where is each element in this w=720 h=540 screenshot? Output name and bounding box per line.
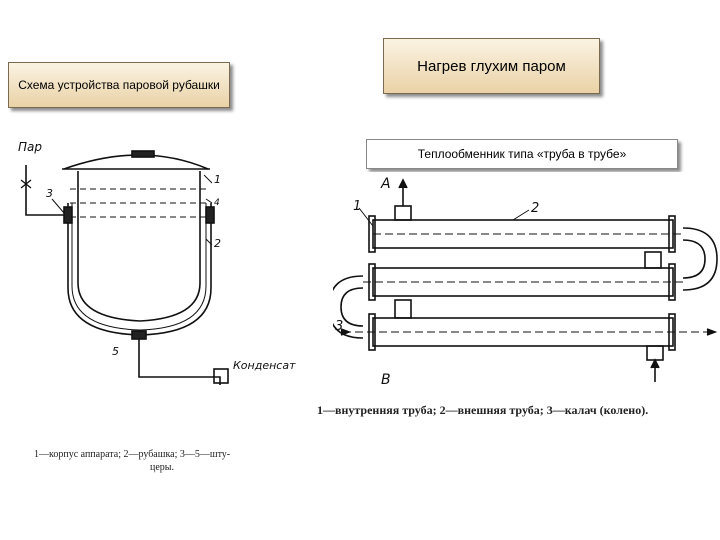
- label-2: 2: [214, 237, 221, 250]
- leader-4: [206, 199, 212, 203]
- label-3: 3: [335, 319, 344, 334]
- condensate-pipe: [139, 339, 220, 385]
- u-bend-right-outer: [683, 228, 717, 290]
- u-bend-left-inner: [341, 288, 363, 326]
- flow-b-arrow-icon: [651, 360, 659, 368]
- nozzle-middle: [395, 300, 411, 318]
- exchanger-title-text: Теплообменник типа «труба в трубе»: [417, 147, 627, 161]
- condensate-label: Конденсат: [233, 359, 296, 372]
- label-2: 2: [531, 201, 540, 216]
- exchanger-drawing: [333, 172, 720, 404]
- jacket-caption: [0, 443, 323, 479]
- label-4: 4: [214, 198, 220, 208]
- outlet-arrow-icon: [707, 329, 715, 335]
- fitting-5: [132, 331, 146, 339]
- leader-1: [204, 175, 212, 183]
- label-b: B: [381, 372, 391, 388]
- vessel-body: [78, 171, 200, 321]
- page-title: [383, 38, 600, 94]
- label-3: 3: [46, 187, 53, 200]
- exchanger-caption: [311, 396, 720, 427]
- nozzle-bottom: [647, 346, 663, 360]
- condensate-trap: [214, 369, 228, 383]
- u-bend-right-inner: [683, 240, 705, 278]
- exchanger-caption-text: 1—внутренняя труба; 2—внешняя труба; 3—калач (колено).: [317, 403, 649, 417]
- jacket-scheme-title: [8, 62, 230, 108]
- jacket-scheme-title-text: Схема устройства паровой рубашки: [18, 77, 220, 92]
- double-pipe-exchanger-diagram: [333, 172, 720, 404]
- steam-label: Пар: [18, 140, 42, 154]
- label-a: A: [381, 176, 391, 192]
- nozzle-right: [645, 252, 661, 268]
- leader-2: [513, 210, 529, 220]
- leader-3: [52, 199, 64, 213]
- exchanger-title: [366, 139, 678, 169]
- steam-inlet-pipe: [26, 165, 64, 215]
- nozzle-top: [395, 206, 411, 220]
- jacket-caption-line-1: 1—корпус аппарата; 2—рубашка; 3—5—шту-: [34, 449, 231, 460]
- fitting-4: [206, 207, 214, 223]
- jacket-caption-line-2: церы.: [150, 462, 175, 473]
- jacket-inner-wall: [72, 203, 206, 330]
- steam-jacket-diagram: [8, 123, 308, 399]
- fitting-3: [64, 207, 72, 223]
- label-5: 5: [112, 345, 119, 358]
- label-1: 1: [214, 173, 221, 186]
- page-title-text: Нагрев глухим паром: [417, 57, 566, 75]
- steam-jacket-drawing: [8, 123, 308, 399]
- label-1: 1: [353, 199, 362, 214]
- lid-knob: [132, 151, 154, 157]
- jacket-wall: [68, 203, 211, 335]
- flow-a-arrow-icon: [399, 180, 407, 188]
